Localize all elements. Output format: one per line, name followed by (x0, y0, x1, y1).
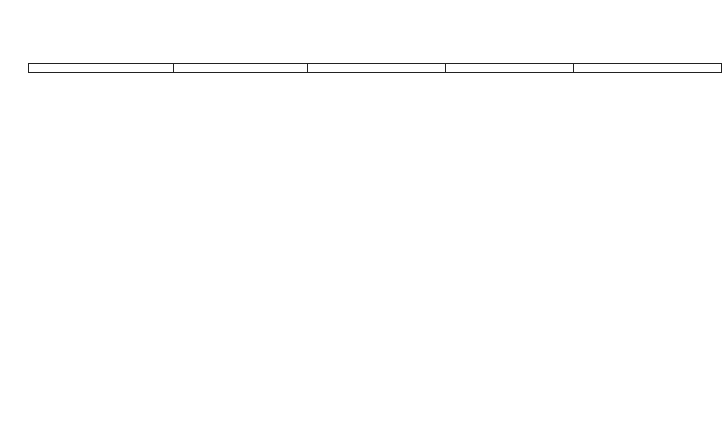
column-header (174, 64, 308, 73)
column-header (574, 64, 722, 73)
column-header (308, 64, 446, 73)
column-header (29, 64, 174, 73)
header-row (29, 64, 722, 73)
column-header (446, 64, 574, 73)
rubric-table (28, 63, 722, 73)
